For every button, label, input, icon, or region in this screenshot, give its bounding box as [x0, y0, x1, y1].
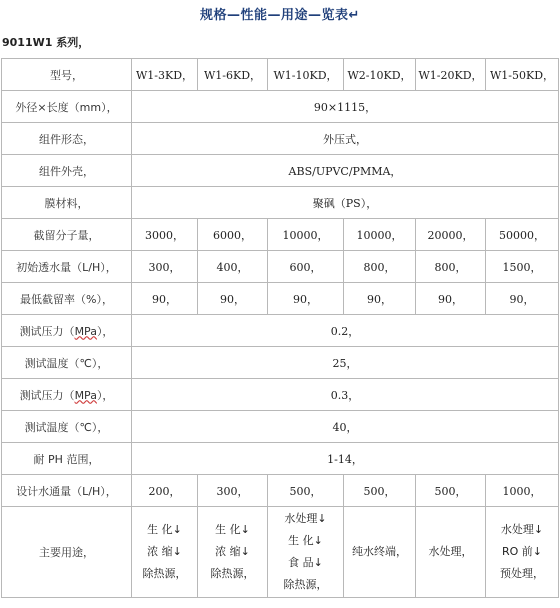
use-line: 食 品↓ — [288, 556, 323, 569]
cell-value: 200， — [132, 475, 198, 507]
cell-value: 90， — [416, 283, 486, 315]
label-unit: MPa — [74, 388, 97, 402]
row-label: 初始透水量（L/H）， — [2, 251, 132, 283]
row-label: 最低截留率（%）， — [2, 283, 132, 315]
cell-value: 300， — [198, 475, 268, 507]
use-line: 除热源， — [142, 567, 187, 580]
shared-value: 聚砜（PS）， — [132, 187, 559, 219]
use-cell — [344, 507, 416, 598]
label-unit: MPa — [74, 324, 97, 338]
label-text-end: ）， — [96, 388, 114, 402]
row-label — [2, 443, 132, 475]
cell-value: 6000， — [198, 219, 268, 251]
use-line: 生 化↓ — [288, 534, 323, 547]
model-header: W1-10KD， — [268, 59, 344, 91]
use-cell — [416, 507, 486, 598]
test-condition-row — [2, 411, 559, 443]
shared-value: 90×1115， — [132, 91, 559, 123]
shared-value: 0.2， — [132, 315, 559, 347]
cell-value: 10000， — [344, 219, 416, 251]
label-text-end: ）， — [96, 324, 114, 338]
row-label: 主要用途， — [2, 507, 132, 598]
shared-value: 40， — [132, 411, 559, 443]
test-condition-row — [2, 347, 559, 379]
spec-table-body — [2, 59, 559, 598]
model-header: W1-3KD， — [132, 59, 198, 91]
use-line: 浓 缩↓ — [215, 545, 250, 558]
cell-value: 800， — [344, 251, 416, 283]
cell-value: 500， — [416, 475, 486, 507]
use-line: 除热源， — [283, 578, 328, 591]
shared-row — [2, 123, 559, 155]
shared-row — [2, 91, 559, 123]
use-cell — [198, 507, 268, 598]
use-line: 浓 缩↓ — [147, 545, 182, 558]
shared-row — [2, 187, 559, 219]
use-cell — [486, 507, 559, 598]
label-text: 耐 PH 范围， — [33, 452, 100, 466]
use-line: 水处理， — [428, 545, 473, 558]
use-cell — [132, 507, 198, 598]
use-line: 生 化↓ — [215, 523, 250, 536]
cell-value: 600， — [268, 251, 344, 283]
cell-value: 20000， — [416, 219, 486, 251]
model-header: W1-50KD， — [486, 59, 559, 91]
cell-value: 400， — [198, 251, 268, 283]
cell-value: 3000， — [132, 219, 198, 251]
shared-value: 外压式， — [132, 123, 559, 155]
row-label: 膜材料， — [2, 187, 132, 219]
cell-value: 90， — [486, 283, 559, 315]
shared-value: ABS/UPVC/PMMA， — [132, 155, 559, 187]
document-title: 规格—性能—用途—览表↵ — [200, 8, 360, 23]
row-label: 设计水通量（L/H）， — [2, 475, 132, 507]
test-condition-row — [2, 443, 559, 475]
shared-value: 1-14， — [132, 443, 559, 475]
design-flow-row — [2, 475, 559, 507]
per-model-row — [2, 219, 559, 251]
cell-value: 90， — [198, 283, 268, 315]
cell-value: 500， — [344, 475, 416, 507]
spec-table — [1, 58, 559, 598]
cell-value: 800， — [416, 251, 486, 283]
header-label: 型号， — [2, 59, 132, 91]
cell-value: 500， — [268, 475, 344, 507]
cell-value: 1500， — [486, 251, 559, 283]
label-text: 测试温度（℃）， — [24, 420, 109, 434]
cell-value: 90， — [344, 283, 416, 315]
use-line: RO 前↓ — [501, 545, 542, 558]
test-condition-row — [2, 315, 559, 347]
cell-value: 50000， — [486, 219, 559, 251]
row-label — [2, 379, 132, 411]
model-header: W2-10KD， — [344, 59, 416, 91]
use-line: 生 化↓ — [147, 523, 182, 536]
model-header: W1-20KD， — [416, 59, 486, 91]
row-label: 外径×长度（mm）， — [2, 91, 132, 123]
row-label: 截留分子量， — [2, 219, 132, 251]
shared-value: 0.3， — [132, 379, 559, 411]
label-text: 测试压力（ — [19, 324, 75, 338]
row-label — [2, 411, 132, 443]
row-label: 组件形态， — [2, 123, 132, 155]
use-line: 预处理， — [500, 567, 544, 580]
use-line: 除热源， — [210, 567, 255, 580]
row-label — [2, 347, 132, 379]
use-line: 水处理↓ — [284, 512, 327, 525]
per-model-row — [2, 251, 559, 283]
row-label: 组件外壳， — [2, 155, 132, 187]
header-row — [2, 59, 559, 91]
cell-value: 300， — [132, 251, 198, 283]
cell-value: 90， — [132, 283, 198, 315]
label-text: 测试温度（℃）， — [24, 356, 109, 370]
shared-row — [2, 155, 559, 187]
use-line: 纯水终端， — [352, 545, 407, 558]
main-use-row — [2, 507, 559, 598]
shared-value: 25， — [132, 347, 559, 379]
use-line: 水处理↓ — [500, 523, 544, 536]
cell-value: 1000， — [486, 475, 559, 507]
row-label — [2, 315, 132, 347]
label-text: 测试压力（ — [19, 388, 75, 402]
series-label: 9011W1 系列， — [2, 36, 90, 49]
cell-value: 90， — [268, 283, 344, 315]
test-condition-row — [2, 379, 559, 411]
use-cell — [268, 507, 344, 598]
cell-value: 10000， — [268, 219, 344, 251]
model-header: W1-6KD， — [198, 59, 268, 91]
per-model-row — [2, 283, 559, 315]
